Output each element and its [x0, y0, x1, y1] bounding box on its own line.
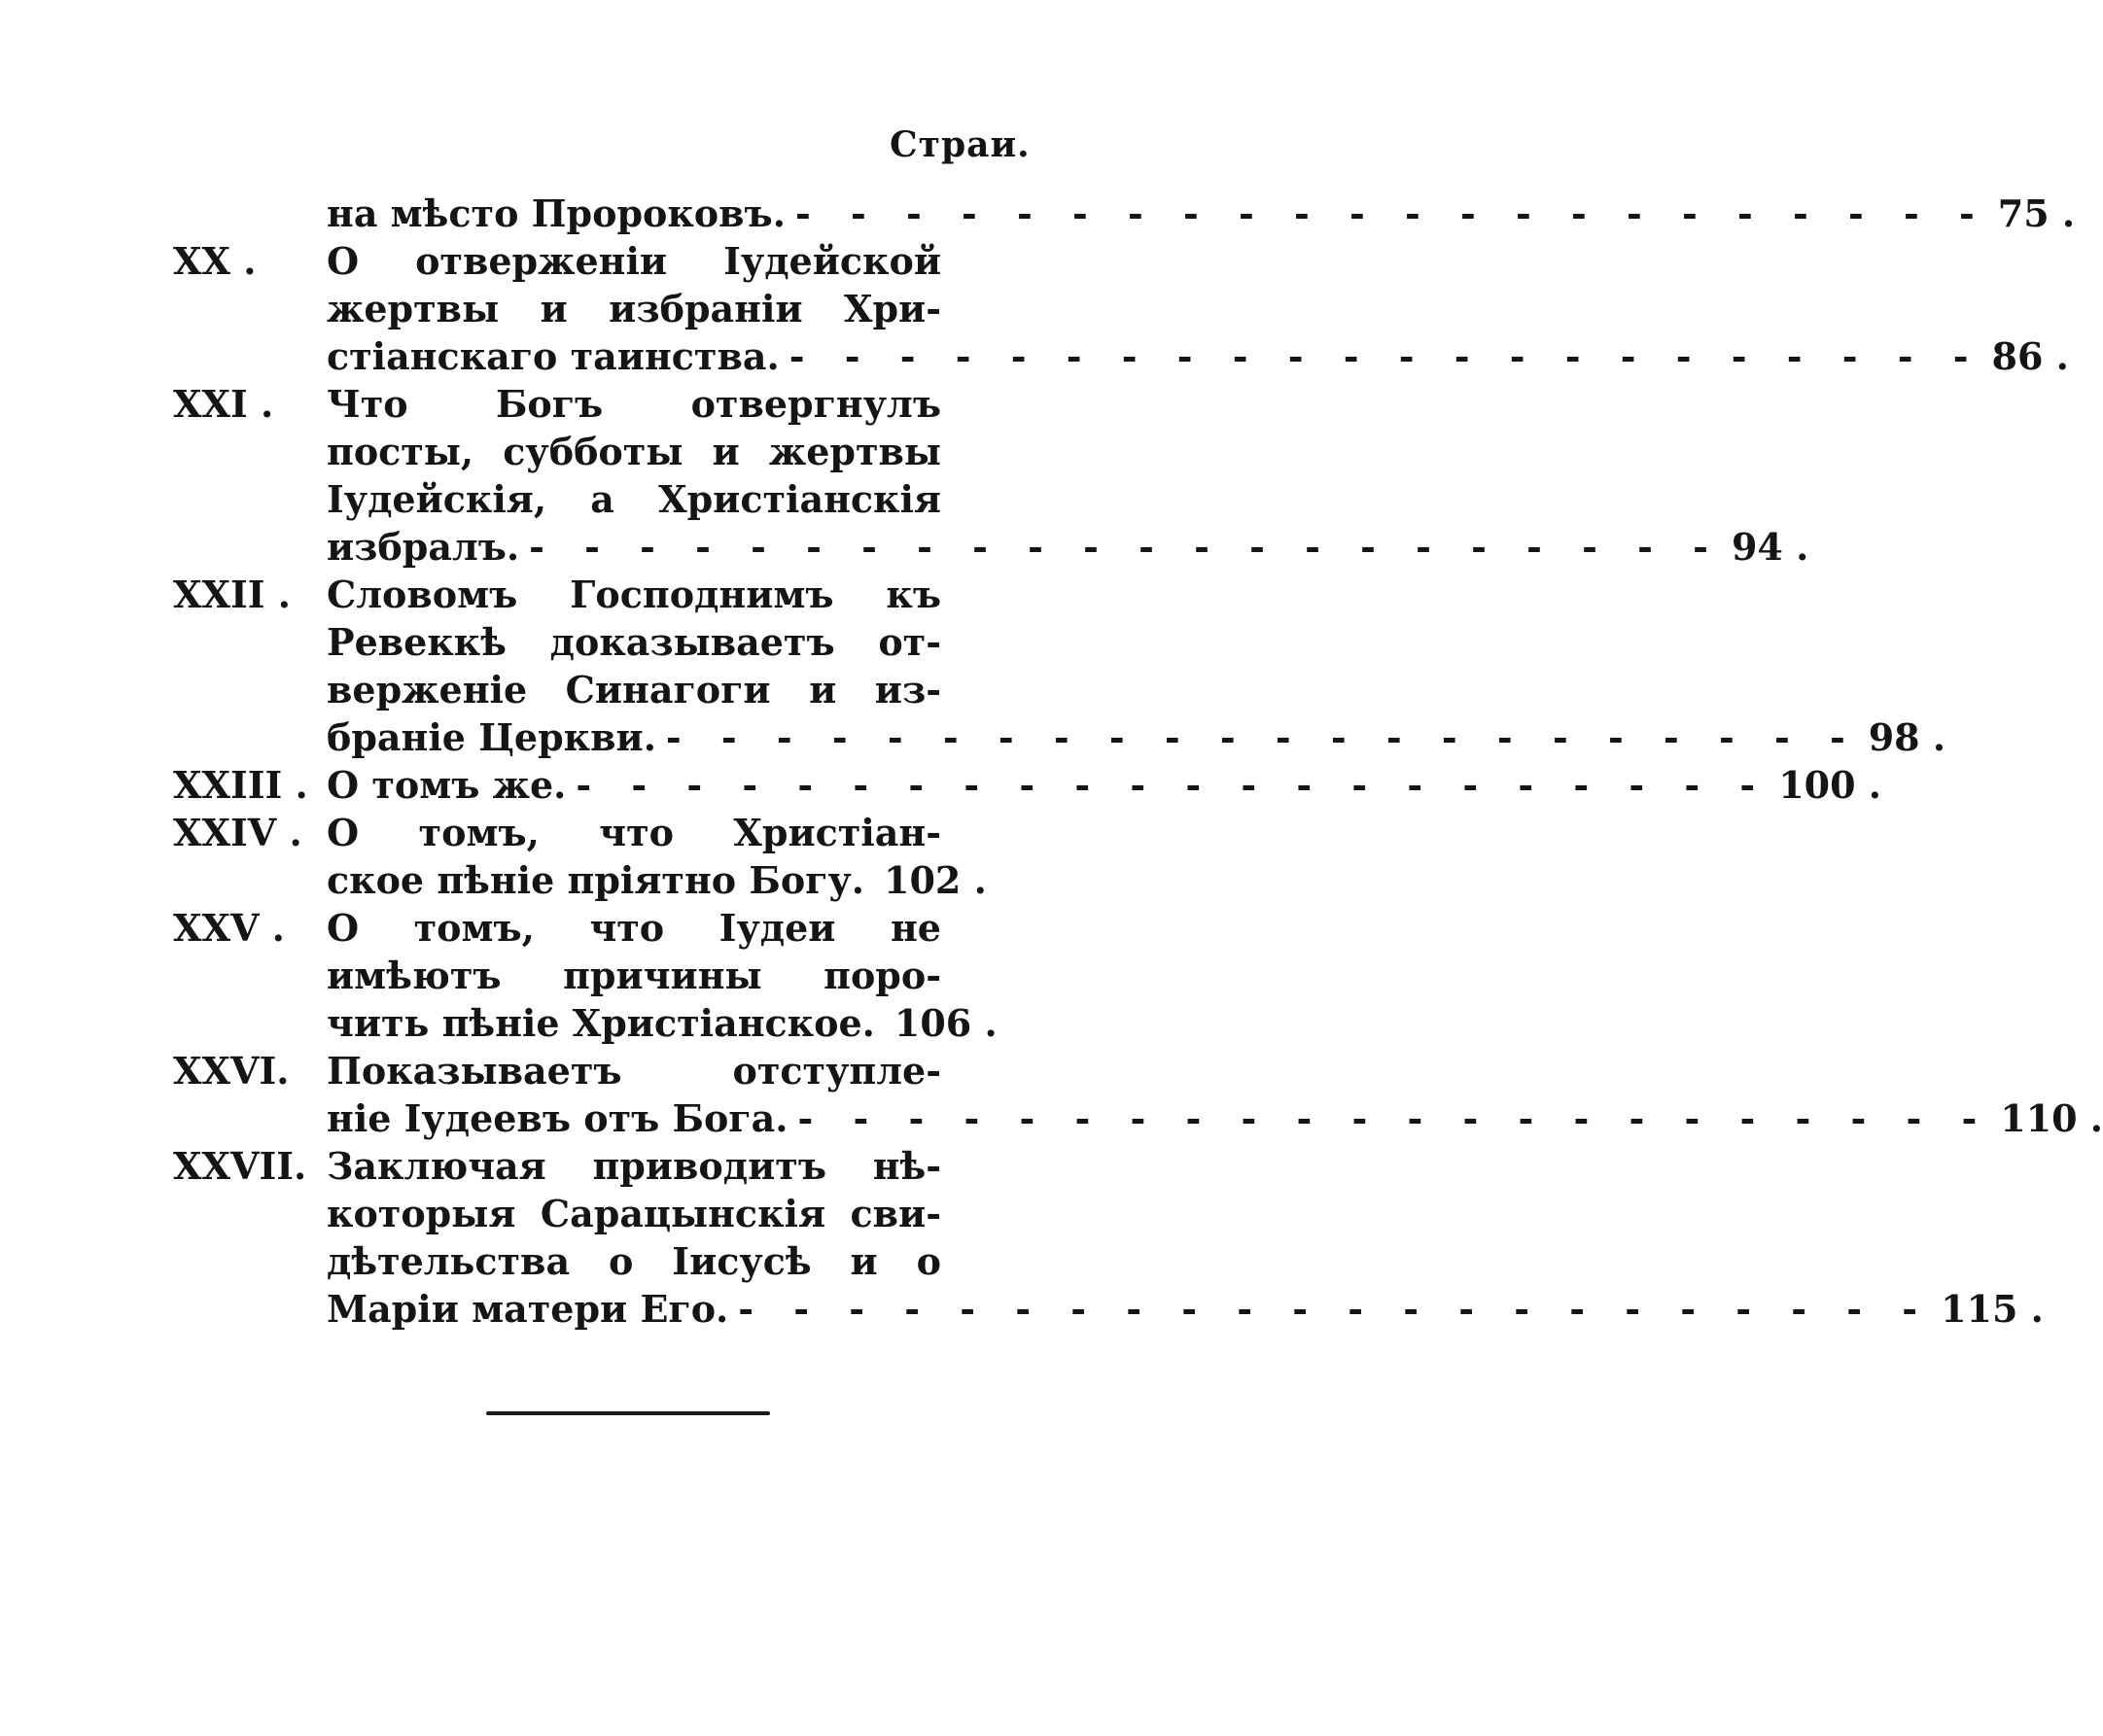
toc-line	[0, 1049, 1224, 1097]
toc-line	[0, 954, 1224, 1002]
page-number: 100 .	[1778, 763, 1881, 807]
toc-entry-last-line	[327, 191, 2076, 235]
page-number: 86 .	[1991, 334, 2069, 378]
toc-line	[0, 763, 1881, 812]
dot-leader: - - - - - - - - - - - - - - - - - - - - - -	[665, 715, 1859, 759]
toc-line	[0, 906, 1224, 955]
chapter-title-text: избралъ.	[327, 525, 520, 569]
toc-line	[0, 1096, 2103, 1145]
chapter-title-text: О отверженіи Іудейской	[327, 239, 941, 283]
toc-line	[0, 239, 1224, 288]
toc-line	[0, 811, 1224, 859]
chapter-title-text: Показываетъ отступле-	[327, 1049, 941, 1093]
chapter-number: XXIII .	[173, 763, 308, 807]
chapter-title-text: ское пѣніе пріятно Богу.	[327, 858, 865, 902]
chapter-title-text: Іудейскія, а Христіанскія	[327, 477, 941, 521]
chapter-number: XXVII.	[173, 1144, 307, 1188]
chapter-number: XXVI.	[173, 1049, 290, 1093]
chapter-title-text: верженіе Синагоги и из-	[327, 668, 941, 712]
chapter-title-text: браніе Церкви.	[327, 715, 656, 759]
toc-line	[0, 1144, 1224, 1193]
chapter-title-text: имѣютъ причины поро-	[327, 954, 941, 997]
dot-leader: - - - - - - - - - - - - - - - - - - - - - -	[797, 1096, 1991, 1140]
toc-line	[0, 1001, 1224, 1050]
chapter-title-text: которыя Сарацынскія сви-	[327, 1192, 941, 1235]
dot-leader: - - - - - - - - - - - - - - - - - - - - - -	[738, 1287, 1932, 1331]
dot-leader: - - - - - - - - - - - - - - - - - - - - - -	[794, 191, 1988, 235]
chapter-number: XXI .	[173, 382, 274, 426]
page-column-label: Страи.	[890, 124, 1031, 165]
toc-entry-last-line	[327, 525, 1809, 569]
chapter-title-text: О томъ, что Христіан-	[327, 811, 941, 854]
chapter-title-text: Что Богъ отвергнулъ	[327, 382, 941, 426]
page-number: 115 .	[1941, 1287, 2044, 1331]
toc-line	[0, 1287, 2044, 1336]
dot-leader: - - - - - - - - - - - - - - - - - - - - - -	[529, 525, 1722, 569]
chapter-number: XX .	[173, 239, 257, 283]
toc-line	[0, 191, 2076, 240]
chapter-title-text: стіанскаго таинства.	[327, 334, 780, 378]
toc-entry-last-line	[327, 763, 1881, 807]
chapter-title-text: чить пѣніе Христіанское.	[327, 1001, 875, 1045]
page-number: 75 .	[1997, 191, 2076, 235]
toc-line	[0, 430, 1224, 478]
chapter-number: XXII .	[173, 573, 291, 616]
chapter-title-text: О томъ же.	[327, 763, 567, 807]
chapter-title-text: на мѣсто Пророковъ.	[327, 191, 786, 235]
toc-entry-last-line	[327, 1287, 2044, 1331]
toc-entry-last-line	[327, 334, 2069, 378]
toc-line	[0, 477, 1224, 526]
page-number: 94 .	[1731, 525, 1809, 569]
toc-entry-last-line	[327, 1001, 998, 1045]
chapter-number: XXIV .	[173, 811, 302, 854]
toc-line	[0, 620, 1224, 669]
toc-line	[0, 858, 1224, 907]
dot-leader: - - - - - - - - - - - - - - - - - - - - - -	[789, 334, 1982, 378]
chapter-title-text: Ревеккѣ доказываетъ от-	[327, 620, 941, 664]
toc-line	[0, 1239, 1224, 1288]
toc-line	[0, 1192, 1224, 1240]
toc-line	[0, 287, 1224, 335]
chapter-title-text: Словомъ Господнимъ къ	[327, 573, 941, 616]
toc-line	[0, 715, 1946, 764]
toc-entry-last-line	[327, 1096, 2103, 1140]
chapter-title-text: ніе Іудеевъ отъ Бога.	[327, 1096, 789, 1140]
page-number: 98 .	[1868, 715, 1946, 759]
toc-line	[0, 334, 2069, 383]
chapter-title-text: О томъ, что Іудеи не	[327, 906, 941, 950]
dot-leader: - - - - - - - - - - - - - - - - - - - - - -	[576, 763, 1770, 807]
toc-line	[0, 382, 1224, 431]
toc-line	[0, 525, 1809, 573]
chapter-title-text: посты, субботы и жертвы	[327, 430, 941, 473]
toc-entry-last-line	[327, 858, 987, 902]
toc-entry-last-line	[327, 715, 1946, 759]
closing-rule	[486, 1411, 770, 1415]
toc-line	[0, 668, 1224, 716]
page-number: 110 .	[2000, 1096, 2103, 1140]
chapter-title-text: Маріи матери Его.	[327, 1287, 729, 1331]
chapter-number: XXV .	[173, 906, 285, 950]
toc-line	[0, 573, 1224, 621]
chapter-title-text: дѣтельства о Іисусѣ и о	[327, 1239, 941, 1283]
page-number: 106 .	[894, 1001, 998, 1045]
page-number: 102 .	[884, 858, 987, 902]
chapter-title-text: жертвы и избраніи Хри-	[327, 287, 941, 330]
chapter-title-text: Заключая приводитъ нѣ-	[327, 1144, 941, 1188]
